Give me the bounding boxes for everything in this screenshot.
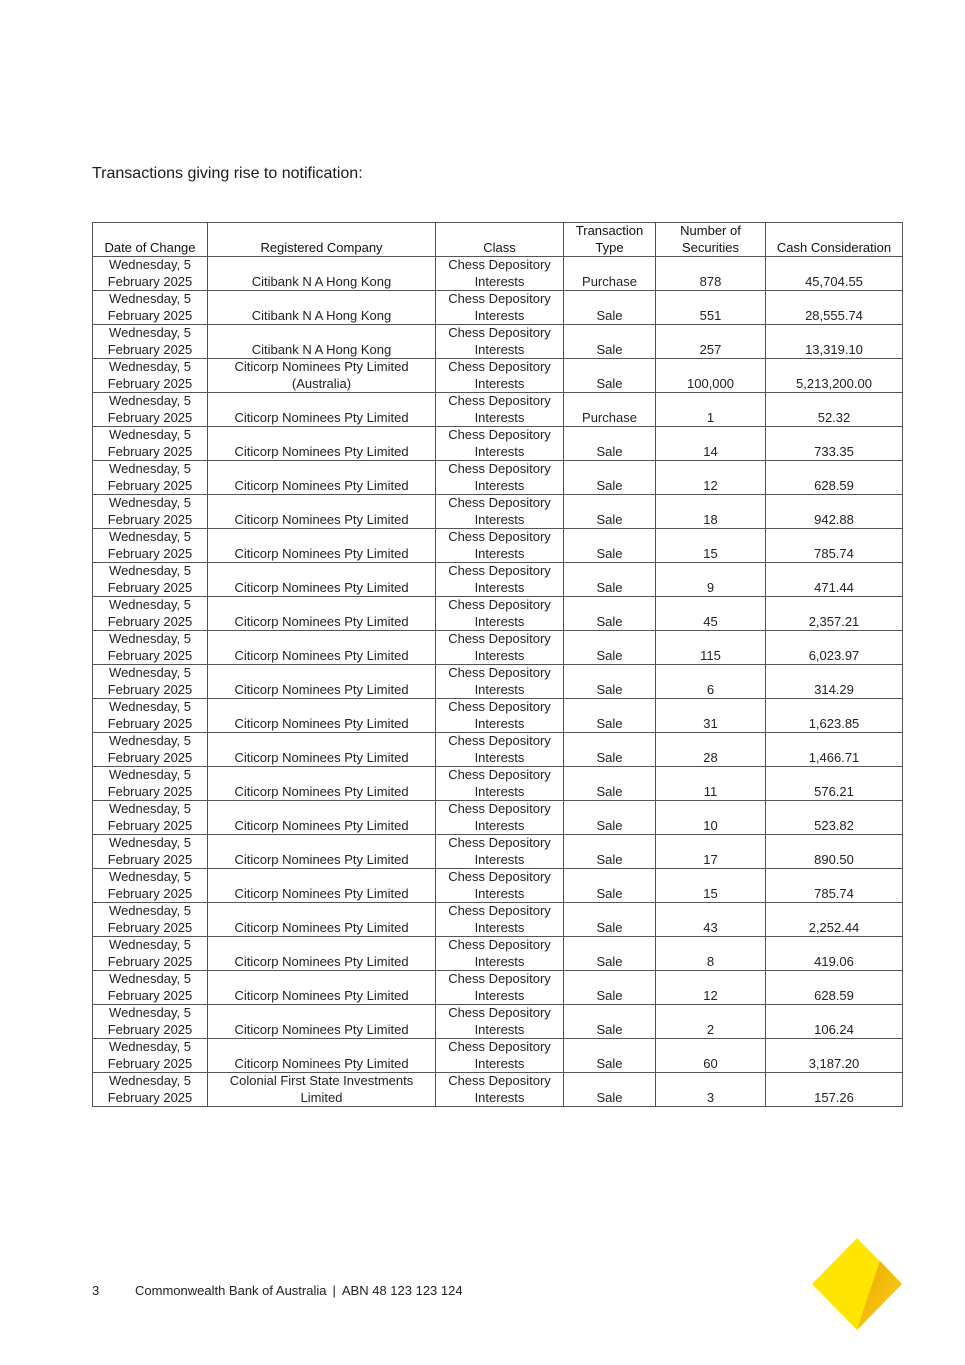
cell-class: Chess Depository Interests	[436, 1005, 564, 1039]
cell-cash: 2,252.44	[766, 903, 903, 937]
cell-cash: 45,704.55	[766, 257, 903, 291]
cell-class: Chess Depository Interests	[436, 597, 564, 631]
cell-transaction-type: Sale	[564, 903, 656, 937]
cell-date: Wednesday, 5 February 2025	[93, 631, 208, 665]
cell-class: Chess Depository Interests	[436, 631, 564, 665]
cell-class: Chess Depository Interests	[436, 495, 564, 529]
cell-cash: 576.21	[766, 767, 903, 801]
table-row	[93, 1073, 903, 1107]
table-row	[93, 1039, 903, 1073]
cell-company: Citibank N A Hong Kong	[208, 291, 436, 325]
cell-securities: 551	[656, 291, 766, 325]
cell-cash: 52.32	[766, 393, 903, 427]
cell-transaction-type: Sale	[564, 767, 656, 801]
table-header-row	[93, 223, 903, 257]
cell-cash: 785.74	[766, 529, 903, 563]
header-date-of-change: Date of Change	[93, 223, 208, 257]
cell-securities: 43	[656, 903, 766, 937]
cell-transaction-type: Sale	[564, 597, 656, 631]
cell-company: Citicorp Nominees Pty Limited	[208, 1039, 436, 1073]
cell-date: Wednesday, 5 February 2025	[93, 393, 208, 427]
table-row	[93, 869, 903, 903]
footer-company: Commonwealth Bank of Australia	[135, 1283, 327, 1298]
cell-date: Wednesday, 5 February 2025	[93, 257, 208, 291]
cell-transaction-type: Sale	[564, 971, 656, 1005]
cell-securities: 115	[656, 631, 766, 665]
cell-securities: 28	[656, 733, 766, 767]
cell-class: Chess Depository Interests	[436, 325, 564, 359]
cell-company: Citicorp Nominees Pty Limited	[208, 495, 436, 529]
cell-date: Wednesday, 5 February 2025	[93, 495, 208, 529]
cell-company: Citicorp Nominees Pty Limited	[208, 1005, 436, 1039]
table-row	[93, 699, 903, 733]
footer-abn: ABN 48 123 123 124	[341, 1283, 463, 1298]
cell-class: Chess Depository Interests	[436, 699, 564, 733]
cell-transaction-type: Sale	[564, 529, 656, 563]
page-footer	[92, 1283, 463, 1298]
cell-class: Chess Depository Interests	[436, 869, 564, 903]
table-row	[93, 767, 903, 801]
cell-securities: 10	[656, 801, 766, 835]
cell-date: Wednesday, 5 February 2025	[93, 869, 208, 903]
cell-securities: 257	[656, 325, 766, 359]
table-row	[93, 1005, 903, 1039]
cell-securities: 45	[656, 597, 766, 631]
cell-transaction-type: Sale	[564, 563, 656, 597]
cell-company: Citicorp Nominees Pty Limited	[208, 835, 436, 869]
cell-cash: 628.59	[766, 461, 903, 495]
cell-transaction-type: Sale	[564, 359, 656, 393]
cell-securities: 1	[656, 393, 766, 427]
table-row	[93, 495, 903, 529]
cell-transaction-type: Sale	[564, 869, 656, 903]
header-number-of-securities: Number of Securities	[656, 223, 766, 257]
cell-cash: 942.88	[766, 495, 903, 529]
cell-class: Chess Depository Interests	[436, 1039, 564, 1073]
cell-class: Chess Depository Interests	[436, 937, 564, 971]
cell-company: Citicorp Nominees Pty Limited	[208, 801, 436, 835]
cell-cash: 1,466.71	[766, 733, 903, 767]
cell-securities: 878	[656, 257, 766, 291]
table-row	[93, 359, 903, 393]
cell-cash: 3,187.20	[766, 1039, 903, 1073]
cell-class: Chess Depository Interests	[436, 563, 564, 597]
cell-date: Wednesday, 5 February 2025	[93, 529, 208, 563]
cell-date: Wednesday, 5 February 2025	[93, 733, 208, 767]
cell-cash: 5,213,200.00	[766, 359, 903, 393]
cell-transaction-type: Sale	[564, 835, 656, 869]
cell-class: Chess Depository Interests	[436, 903, 564, 937]
cell-cash: 28,555.74	[766, 291, 903, 325]
cell-class: Chess Depository Interests	[436, 359, 564, 393]
cell-cash: 890.50	[766, 835, 903, 869]
cell-date: Wednesday, 5 February 2025	[93, 665, 208, 699]
cell-transaction-type: Sale	[564, 461, 656, 495]
cell-cash: 628.59	[766, 971, 903, 1005]
cell-company: Citicorp Nominees Pty Limited	[208, 903, 436, 937]
cell-company: Colonial First State Investments Limited	[208, 1073, 436, 1107]
cell-securities: 3	[656, 1073, 766, 1107]
cell-class: Chess Depository Interests	[436, 529, 564, 563]
cell-date: Wednesday, 5 February 2025	[93, 1039, 208, 1073]
cell-cash: 6,023.97	[766, 631, 903, 665]
cell-date: Wednesday, 5 February 2025	[93, 937, 208, 971]
table-row	[93, 393, 903, 427]
cell-securities: 60	[656, 1039, 766, 1073]
cell-company: Citicorp Nominees Pty Limited	[208, 767, 436, 801]
cell-securities: 14	[656, 427, 766, 461]
header-cash-consideration: Cash Consideration	[766, 223, 903, 257]
cell-transaction-type: Sale	[564, 937, 656, 971]
cell-date: Wednesday, 5 February 2025	[93, 767, 208, 801]
cell-cash: 523.82	[766, 801, 903, 835]
cell-cash: 2,357.21	[766, 597, 903, 631]
cell-securities: 12	[656, 971, 766, 1005]
cell-cash: 471.44	[766, 563, 903, 597]
cell-date: Wednesday, 5 February 2025	[93, 903, 208, 937]
cell-cash: 785.74	[766, 869, 903, 903]
cell-class: Chess Depository Interests	[436, 393, 564, 427]
cell-company: Citicorp Nominees Pty Limited	[208, 597, 436, 631]
cell-date: Wednesday, 5 February 2025	[93, 563, 208, 597]
cell-class: Chess Depository Interests	[436, 835, 564, 869]
cell-date: Wednesday, 5 February 2025	[93, 1073, 208, 1107]
table-row	[93, 529, 903, 563]
cell-company: Citicorp Nominees Pty Limited	[208, 631, 436, 665]
table-row	[93, 971, 903, 1005]
cell-cash: 733.35	[766, 427, 903, 461]
table-row	[93, 563, 903, 597]
cell-transaction-type: Purchase	[564, 393, 656, 427]
cell-class: Chess Depository Interests	[436, 257, 564, 291]
cell-company: Citicorp Nominees Pty Limited (Australia)	[208, 359, 436, 393]
cell-cash: 13,319.10	[766, 325, 903, 359]
header-transaction-type: Transaction Type	[564, 223, 656, 257]
cell-company: Citicorp Nominees Pty Limited	[208, 699, 436, 733]
cell-company: Citicorp Nominees Pty Limited	[208, 869, 436, 903]
cell-company: Citibank N A Hong Kong	[208, 257, 436, 291]
cell-company: Citicorp Nominees Pty Limited	[208, 461, 436, 495]
cell-securities: 100,000	[656, 359, 766, 393]
table-row	[93, 461, 903, 495]
cell-securities: 15	[656, 529, 766, 563]
cell-date: Wednesday, 5 February 2025	[93, 325, 208, 359]
cell-transaction-type: Purchase	[564, 257, 656, 291]
header-class: Class	[436, 223, 564, 257]
cell-securities: 17	[656, 835, 766, 869]
cell-transaction-type: Sale	[564, 325, 656, 359]
cell-cash: 106.24	[766, 1005, 903, 1039]
table-row	[93, 835, 903, 869]
cell-company: Citicorp Nominees Pty Limited	[208, 427, 436, 461]
table-row	[93, 733, 903, 767]
page-number: 3	[92, 1283, 100, 1298]
cell-date: Wednesday, 5 February 2025	[93, 291, 208, 325]
cell-class: Chess Depository Interests	[436, 291, 564, 325]
cell-securities: 8	[656, 937, 766, 971]
table-row	[93, 291, 903, 325]
cell-class: Chess Depository Interests	[436, 801, 564, 835]
table-row	[93, 325, 903, 359]
cell-company: Citicorp Nominees Pty Limited	[208, 665, 436, 699]
cell-date: Wednesday, 5 February 2025	[93, 971, 208, 1005]
cell-securities: 31	[656, 699, 766, 733]
table-row	[93, 665, 903, 699]
cell-transaction-type: Sale	[564, 733, 656, 767]
cell-company: Citicorp Nominees Pty Limited	[208, 529, 436, 563]
cell-securities: 18	[656, 495, 766, 529]
cell-securities: 6	[656, 665, 766, 699]
table-row	[93, 597, 903, 631]
cell-transaction-type: Sale	[564, 631, 656, 665]
cell-date: Wednesday, 5 February 2025	[93, 461, 208, 495]
cell-company: Citicorp Nominees Pty Limited	[208, 393, 436, 427]
cell-transaction-type: Sale	[564, 495, 656, 529]
cell-transaction-type: Sale	[564, 801, 656, 835]
cell-date: Wednesday, 5 February 2025	[93, 359, 208, 393]
cell-securities: 11	[656, 767, 766, 801]
cell-company: Citicorp Nominees Pty Limited	[208, 733, 436, 767]
cell-company: Citicorp Nominees Pty Limited	[208, 937, 436, 971]
cell-cash: 1,623.85	[766, 699, 903, 733]
cell-class: Chess Depository Interests	[436, 461, 564, 495]
table-row	[93, 903, 903, 937]
cell-transaction-type: Sale	[564, 427, 656, 461]
table-row	[93, 937, 903, 971]
table-row	[93, 257, 903, 291]
cell-date: Wednesday, 5 February 2025	[93, 1005, 208, 1039]
cell-class: Chess Depository Interests	[436, 767, 564, 801]
cell-class: Chess Depository Interests	[436, 427, 564, 461]
cell-cash: 419.06	[766, 937, 903, 971]
cell-class: Chess Depository Interests	[436, 665, 564, 699]
cell-cash: 157.26	[766, 1073, 903, 1107]
cell-date: Wednesday, 5 February 2025	[93, 427, 208, 461]
cell-class: Chess Depository Interests	[436, 733, 564, 767]
cell-date: Wednesday, 5 February 2025	[93, 835, 208, 869]
intro-heading: Transactions giving rise to notification:	[92, 165, 363, 182]
cell-cash: 314.29	[766, 665, 903, 699]
cell-securities: 2	[656, 1005, 766, 1039]
cell-transaction-type: Sale	[564, 699, 656, 733]
table-row	[93, 427, 903, 461]
cell-transaction-type: Sale	[564, 1005, 656, 1039]
cell-company: Citicorp Nominees Pty Limited	[208, 563, 436, 597]
cell-securities: 12	[656, 461, 766, 495]
cell-company: Citibank N A Hong Kong	[208, 325, 436, 359]
footer-separator: |	[332, 1283, 336, 1298]
table-row	[93, 631, 903, 665]
table-row	[93, 801, 903, 835]
cell-transaction-type: Sale	[564, 1073, 656, 1107]
transactions-table	[92, 222, 903, 1107]
header-registered-company: Registered Company	[208, 223, 436, 257]
cell-securities: 15	[656, 869, 766, 903]
cell-transaction-type: Sale	[564, 1039, 656, 1073]
cell-company: Citicorp Nominees Pty Limited	[208, 971, 436, 1005]
cell-date: Wednesday, 5 February 2025	[93, 801, 208, 835]
cba-diamond-logo-icon	[812, 1238, 902, 1330]
cell-securities: 9	[656, 563, 766, 597]
cell-date: Wednesday, 5 February 2025	[93, 699, 208, 733]
cell-class: Chess Depository Interests	[436, 971, 564, 1005]
cell-class: Chess Depository Interests	[436, 1073, 564, 1107]
cell-transaction-type: Sale	[564, 291, 656, 325]
cell-transaction-type: Sale	[564, 665, 656, 699]
cell-date: Wednesday, 5 February 2025	[93, 597, 208, 631]
